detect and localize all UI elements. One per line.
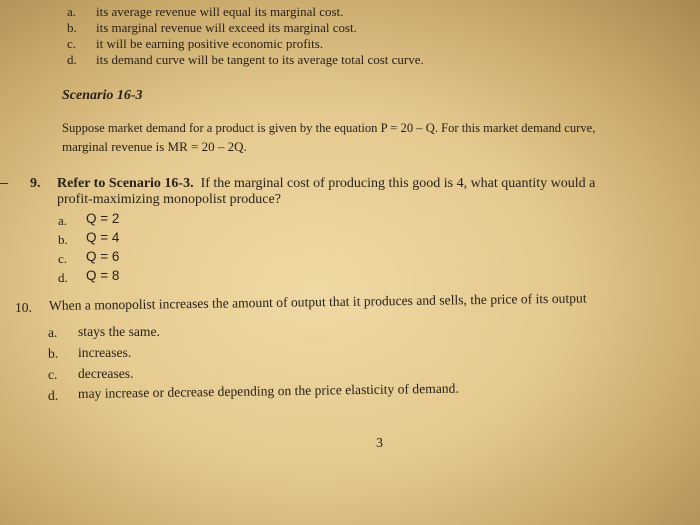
q10-option-c-text: decreases. (78, 366, 134, 381)
q9-reference: Refer to Scenario 16-3. (57, 176, 194, 191)
scenario-line-1: Suppose market demand for a product is given by the equation P = 20 – Q. For this market demand curve, (62, 121, 596, 135)
q10-option-d-letter: d. (48, 388, 59, 403)
q10-option-a-letter: a. (48, 325, 58, 340)
prev-option-d-letter: d. (67, 52, 77, 67)
q9-option-c-text: Q = 6 (86, 249, 120, 264)
q9-option-d-letter: d. (58, 270, 68, 285)
scenario-title: Scenario 16-3 (62, 88, 143, 103)
page-number: 3 (376, 436, 383, 451)
prev-option-d-text: its demand curve will be tangent to its average total cost curve. (96, 52, 424, 67)
q9-option-b-text: Q = 4 (86, 230, 120, 245)
prev-option-b-letter: b. (67, 20, 77, 35)
prev-option-c-text: it will be earning positive economic profits. (96, 36, 324, 51)
q10-option-c-letter: c. (48, 367, 58, 382)
margin-mark (0, 183, 8, 184)
prev-option-c-letter: c. (67, 36, 77, 51)
q9-text-line-1 (57, 176, 595, 192)
prev-option-b-text: its marginal revenue will exceed its marginal cost. (96, 20, 357, 35)
q9-option-a-letter: a. (58, 213, 68, 228)
q9-option-a-text: Q = 2 (86, 211, 120, 226)
q10-option-d-text: may increase or decrease depending on the price elasticity of demand. (77, 380, 459, 401)
q10-option-b-text: increases. (78, 345, 132, 360)
q9-text-line-2: profit-maximizing monopolist produce? (57, 192, 281, 207)
prev-option-a-letter: a. (67, 4, 77, 19)
q9-option-c-letter: c. (58, 251, 68, 266)
q10-option-b-letter: b. (48, 346, 59, 361)
q9-option-d-text: Q = 8 (86, 268, 120, 283)
q9-option-b-letter: b. (58, 232, 68, 247)
q9-number: 9. (30, 176, 41, 191)
q10-text-line-1: When a monopolist increases the amount of output that it produces and sells, the price of its output (48, 290, 587, 313)
q9-question: If the marginal cost of producing this good is 4, what quantity would a (200, 176, 596, 191)
scenario-line-2: marginal revenue is MR = 20 – 2Q. (62, 139, 247, 154)
prev-option-a-text: its average revenue will equal its marginal cost. (96, 4, 344, 19)
q10-number: 10. (15, 300, 32, 315)
q10-option-a-text: stays the same. (78, 324, 160, 339)
